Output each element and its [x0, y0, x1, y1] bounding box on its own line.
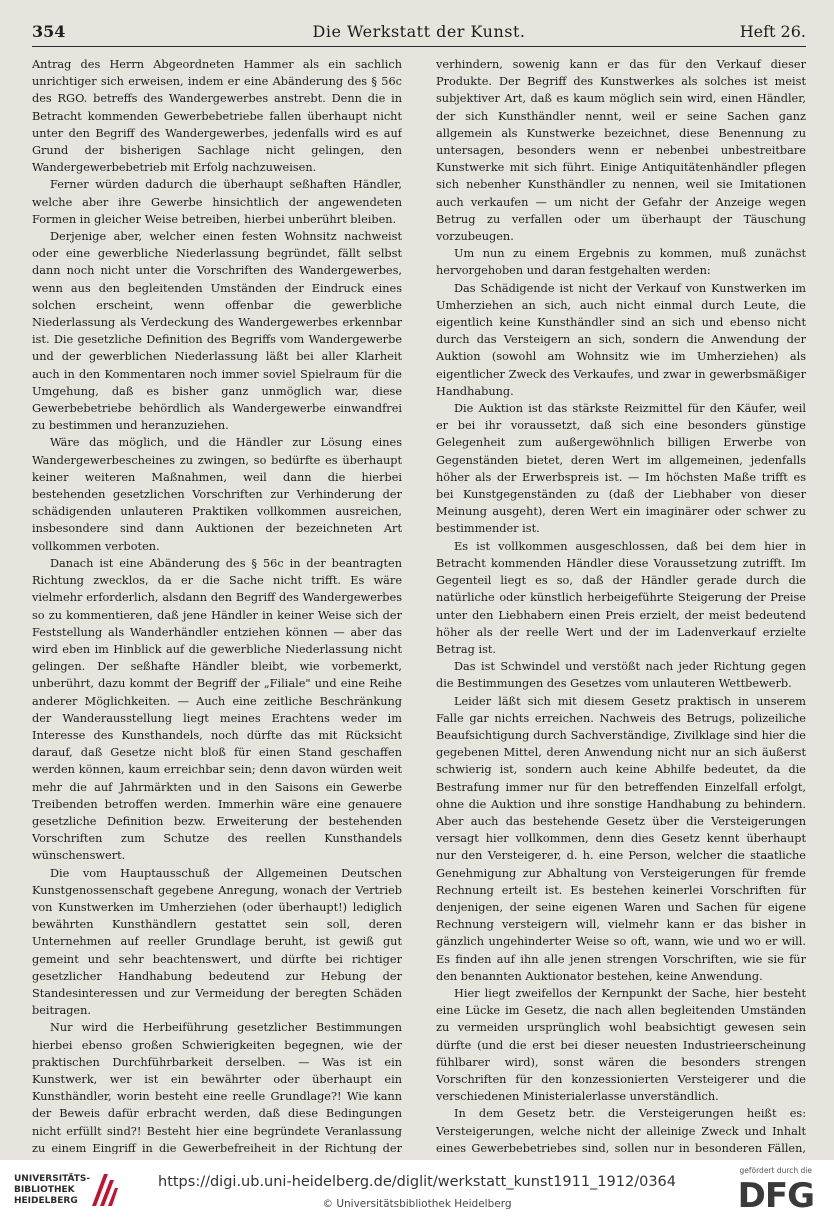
dfg-logo: DFG [737, 1176, 814, 1216]
paragraph: Wäre das möglich, und die Händler zur Lösung eines Wandergewerbescheines zu zwingen, so bedürfte es überhaupt keiner weiteren Maßnahmen, weil dann die hierbei bestehenden gesetzlichen Vorschriften zur Verhinderung der schädigenden unlauteren Praktiken vollkommen ausreichen, insbesondere sind dann Auktionen der bezeichneten Art vollkommen verboten. [32, 436, 402, 553]
paragraph: In dem Gesetz betr. die Versteigerungen heißt es: Versteigerungen, welche nicht der alleinige Zweck und Inhalt eines Gewerbebetriebes sind, sollen nur in besonderen Fällen, [436, 1107, 806, 1154]
paragraph: Danach ist eine Abänderung des § 56c in der beantragten Richtung zwecklos, da er die Sache nicht trifft. Es wäre vielmehr erforderlich, alsdann den Begriff des Wandergewerbes so zu kommentieren, daß jene Händler in keiner Weise sich der Feststellung als Wanderhändler entziehen können — aber das wird eben im Hinblick auf die gewerbliche Niederlassung nicht gelingen. Der seßhafte Händler bleibt, wie vorbemerkt, unberührt, dazu kommt der Begriff der „Filiale" und eine Reihe anderer Möglichkeiten. — Auch eine zeitliche Beschränkung der Wanderausstellung liegt meines Erachtens weder im Interesse des Kunsthandels, noch dürfte das mit Rücksicht darauf, daß Gesetze nicht bloß für einen Stand geschaffen werden können, kaum erreichbar sein; denn davon würden weit mehr die auf Jahrmärkten und in den Saisons ein Gewerbe Treibenden betroffen werden. Immerhin wäre eine genauere gesetzliche Definition bezw. Erweiterung der bestehenden Vorschriften zum Schutze des reellen Kunsthandels wünschenswert. [32, 556, 402, 863]
journal-title: Die Werkstatt der Kunst. [312, 22, 526, 41]
paragraph: verhindern, sowenig kann er das für den Verkauf dieser Produkte. Der Begriff des Kunstwerkes als solches ist meist subjektiver Art, daß es kaum möglich sein wird, einen Händler, der sich Kunsthändler nennt, weil er seine Sachen ganz allgemein als Kunstwerke bezeichnet, diese Benennung zu untersagen, besonders wenn er nebenbei unbestreitbare Kunstwerke mit sich führt. Einige Antiquitätenhändler pflegen sich nebenher Kunsthändler zu nennen, weil sie Imitationen auch verkaufen — um nicht der Gefahr der Anzeige wegen Betrug zu verfallen oder um überhaupt der Täuschung vorzubeugen. [436, 58, 806, 244]
paragraph: Das ist Schwindel und verstößt nach jeder Richtung gegen die Bestimmungen des Gesetzes vom unlauteren Wettbewerb. [436, 660, 806, 691]
page-number: 354 [32, 22, 66, 41]
paragraph: Die vom Hauptausschuß der Allgemeinen Deutschen Kunstgenossenschaft gegebene Anregung, wonach der Vertrieb von Kunstwerken im Umherziehen (oder überhaupt!) lediglich bewährten Kunsthändlern gestattet sein soll, deren Unternehmen auf reeller Grundlage beruht, ist gewiß gut gemeint und sehr beachtenswert, und dürfte bei richtiger gesetzlicher Handhabung bedeutend zur Hebung der Standesinteressen und zur Vermeidung der beregten Schäden beitragen. [32, 866, 402, 1018]
header-rule [32, 46, 806, 47]
left-column [32, 56, 402, 1154]
page-url-link[interactable]: https://digi.ub.uni-heidelberg.de/diglit/werkstatt_kunst1911_1912/0364 [158, 1174, 676, 1190]
paragraph: Um nun zu einem Ergebnis zu kommen, muß zunächst hervorgehoben und daran festgehalten werden: [436, 247, 806, 278]
paragraph: Das Schädigende ist nicht der Verkauf von Kunstwerken im Umherziehen an sich, auch nicht einmal durch Leute, die eigentlich keine Kunsthändler sind an sich und ebenso nicht durch das Versteigern an sich, sondern die Anwendung der Auktion (sowohl am Wohnsitz wie im Umherziehen) als eigentlicher Zweck des Verkaufes, und zwar in gewerbsmäßiger Handhabung. [436, 281, 806, 398]
copyright-notice: © Universitätsbibliothek Heidelberg [322, 1198, 512, 1210]
paragraph: Die Auktion ist das stärkste Reizmittel für den Käufer, weil er bei ihr voraussetzt, daß sich eine besonders günstige Gelegenheit zum außergewöhnlich billigen Erwerbe von Gegenständen bietet, deren Wert im allgemeinen, jedenfalls höher als der Erwerbspreis ist. — Im höchsten Maße trifft es bei Kunstgegenständen zu (daß der Liebhaber von dieser Meinung ausgeht), deren Wert ein imaginärer oder schwer zu bestimmender ist. [436, 402, 806, 536]
running-header [32, 22, 806, 46]
paragraph: Antrag des Herrn Abgeordneten Hammer als ein sachlich unrichtiger sich erweisen, indem er eine Abänderung des § 56c des RGO. betreffs des Wandergewerbes anstrebt. Denn die in Betracht kommenden Gewerbebetriebe fallen überhaupt nicht unter den Begriff des Wandergewerbes, jedenfalls wird es auf Grund der bisherigen Sachlage nicht gelingen, den Wandergewerbebetrieb mit Erfolg nachzuweisen. [32, 58, 402, 175]
library-line: BIBLIOTHEK [14, 1185, 75, 1195]
issue-number: Heft 26. [739, 22, 806, 41]
digitization-footer [0, 1160, 834, 1221]
library-line: HEIDELBERG [14, 1196, 78, 1206]
paragraph: Ferner würden dadurch die überhaupt seßhaften Händler, welche aber ihre Gewerbe hinsichtlich der angewendeten Formen in gleicher Weise betreiben, hierbei unberührt bleiben. [32, 178, 402, 226]
paragraph: Es ist vollkommen ausgeschlossen, daß bei dem hier in Betracht kommenden Händler diese Voraussetzung zutrifft. Im Gegenteil liegt es so, daß der Händler gerade durch die natürliche oder künstlich herbeigeführte Steigerung der Preise unter den Liebhabern einen Preis erzielt, der meist bedeutend höher als der reelle Wert und der im Ladenverkauf erzielte Betrag ist. [436, 539, 806, 656]
funder-note: gefördert durch die [739, 1166, 812, 1175]
library-line: UNIVERSITÄTS- [14, 1174, 91, 1184]
right-column [436, 56, 806, 1154]
paragraph: Leider läßt sich mit diesem Gesetz praktisch in unserem Falle gar nichts erreichen. Nachweis des Betrugs, polizeiliche Beaufsichtigung durch Sachverständige, Zivilklage sind hier die gegebenen Mittel, deren Anwendung nicht nur an sich äußerst schwierig ist, sondern auch keine Abhilfe bedeutet, da die Bestrafung immer nur für den betreffenden Einzelfall erfolgt, ohne die Auktion und ihre sonstige Handhabung zu behindern. Aber auch das bestehende Gesetz über die Versteigerungen versagt hier vollkommen, denn dies Gesetz kennt überhaupt nur den Versteigerer, d. h. eine Person, welcher die staatliche Genehmigung zur Abhaltung von Versteigerungen für fremde Rechnung erteilt ist. Es bestehen keinerlei Vorschriften für denjenigen, der seine eigenen Waren und Sachen für eigene Rechnung versteigern will, vielmehr kann er das bisher in gänzlich ungehinderter Weise so oft, wann, wie und wo er will. Es finden auf ihn alle jenen strengen Vorschriften, wie sie für den benannten Auktionator bestehen, keine Anwendung. [436, 694, 806, 983]
paragraph: Hier liegt zweifellos der Kernpunkt der Sache, hier besteht eine Lücke im Gesetz, die nach allen begleitenden Umständen zu vermeiden ursprünglich wohl beabsichtigt gewesen sein dürfte (und die erst bei dieser neuesten Industrieerscheinung fühlbarer wird), sonst wären die besonders strengen Vorschriften für den konzessionierten Versteigerer und die verschiedenen Ministerialerlasse unverständlich. [436, 986, 806, 1104]
paragraph: Nur wird die Herbeiführung gesetzlicher Bestimmungen hierbei ebenso großen Schwierigkeiten begegnen, wie der praktischen Durchführbarkeit derselben. — Was ist ein Kunstwerk, wer ist ein bewährter oder überhaupt ein Kunsthändler, worin besteht eine reelle Grundlage?! Wie kann der Beweis dafür erbracht werden, daß diese Bedingungen nicht erfüllt sind?! Besteht hier eine begründete Veranlassung zu einem Eingriff in die Gewerbefreiheit in der Richtung der [32, 1021, 402, 1154]
paragraph: Derjenige aber, welcher einen festen Wohnsitz nachweist oder eine gewerbliche Niederlassung begründet, fällt selbst dann noch nicht unter die Vorschriften des Wandergewerbes, wenn aus den begleitenden Umständen der Eindruck eines solchen erscheint, wenn offenbar die gewerbliche Niederlassung als Verdeckung des Wandergewerbes erkennbar ist. Die gesetzliche Definition des Begriffs vom Wandergewerbe und der gewerblichen Niederlassung läßt bei aller Klarheit auch in den Kommentaren noch immer soviel Spielraum für die Umgehung, daß es bisher ganz unmöglich war, diese Gewerbebetriebe behördlich als Wandergewerbe einwandfrei zu bestimmen und heranzuziehen. [32, 230, 402, 433]
